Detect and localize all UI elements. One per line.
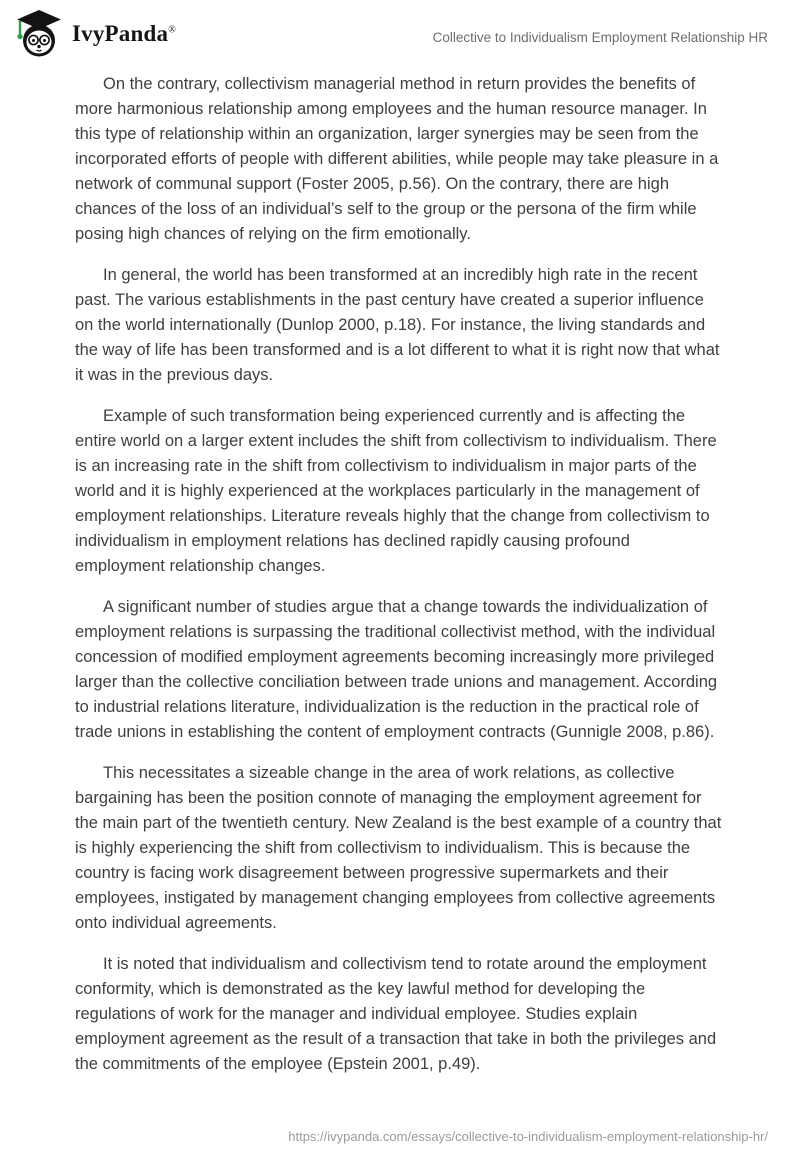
article-paragraph: Example of such transformation being experienced currently and is affecting the entire world on a larger extent includes the shift from collectivism to individualism. There is an increasing rate in the shift from collectivism to individualism in major parts of the world and it is highly experienced at the workplaces particularly in the management of employment relationships. Literature reveals highly that the change from collectivism to individualism in employment relations has declined rapidly causing profound employment relationship changes. — [75, 407, 717, 575]
registered-mark: ® — [168, 24, 176, 36]
article-paragraph: This necessitates a sizeable change in the area of work relations, as collective bargaining has been the position connote of managing the employment agreement for the main part of the twentieth century. New Zealand is the best example of a country that is highly experiencing the shift from collectivism to individualism. This is because the country is facing work disagreement between progressive supermarkets and their employees, instigated by management changing employees from collective agreements onto individual agreements. — [75, 764, 722, 932]
ivypanda-panda-logo-icon — [16, 9, 62, 59]
brand-name: IvyPanda® — [72, 21, 176, 46]
article-paragraph: On the contrary, collectivism managerial method in return provides the benefits of more harmonious relationship among employees and the human resource manager. In this type of relationship within an organization, larger synergies may be seen from the incorporated efforts of people with different abilities, while people may take pleasure in a network of communal support (Foster 2005, p.56). On the contrary, there are high chances of the loss of an individual’s self to the group or the persona of the firm while posing high chances of relying on the firm emotionally. — [75, 75, 719, 243]
article-paragraph: A significant number of studies argue that a change towards the individualization of employment relations is surpassing the traditional collectivist method, with the individual concession of modified employment agreements becoming increasingly more privileged larger than the collective conciliation between trade unions and management. According to industrial relations literature, individualization is the reduction in the practical role of trade unions in establishing the content of employment contracts (Gunnigle 2008, p.86). — [75, 598, 718, 741]
document-title: Collective to Individualism Employment Relationship HR — [432, 29, 768, 45]
article-body — [0, 58, 800, 1077]
article-paragraph: In general, the world has been transformed at an incredibly high rate in the recent past. The various establishments in the past century have created a superior influence on the world internationally (Dunlop 2000, p.18). For instance, the living standards and the way of life has been transformed and is a lot different to what it is right now that what it was in the previous days. — [75, 266, 720, 384]
article-paragraph: It is noted that individualism and collectivism tend to rotate around the employment conformity, which is demonstrated as the key lawful method for developing the regulations of work for the manager and individual employee. Studies explain employment agreement as the result of a transaction that take in both the privileges and the commitments of the employee (Epstein 2001, p.49). — [75, 955, 717, 1073]
page-header — [0, 0, 800, 58]
footer-source-url: https://ivypanda.com/essays/collective-to-individualism-employment-relationship-hr/ — [288, 1129, 768, 1144]
ivypanda-brand[interactable] — [16, 9, 176, 59]
